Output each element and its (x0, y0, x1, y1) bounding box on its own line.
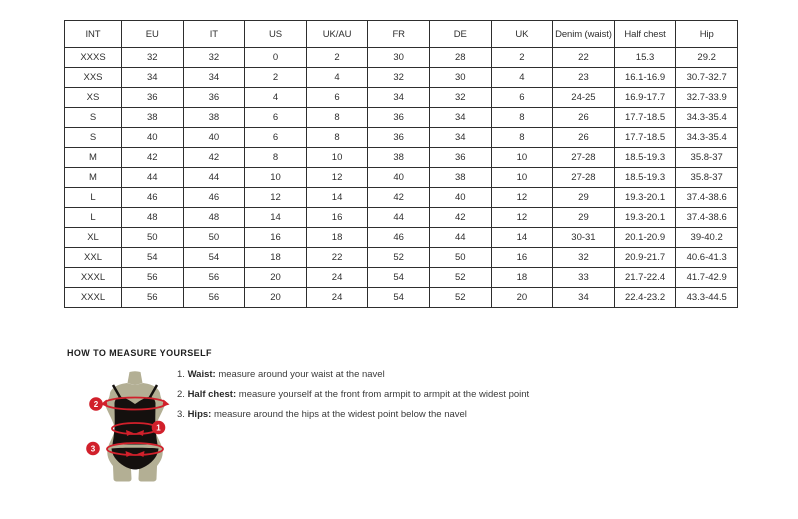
value-cell: 2 (306, 48, 368, 68)
value-cell: 40 (183, 128, 245, 148)
value-cell: 29.2 (676, 48, 738, 68)
value-cell: 30.7-32.7 (676, 68, 738, 88)
value-cell: 22.4-23.2 (614, 288, 676, 308)
value-cell: 46 (122, 188, 184, 208)
value-cell: 27-28 (553, 168, 615, 188)
table-row (65, 168, 738, 188)
value-cell: 8 (491, 108, 553, 128)
table-row (65, 68, 738, 88)
step-label: Waist: (187, 369, 216, 380)
measure-steps (177, 369, 529, 429)
value-cell: 17.7-18.5 (614, 108, 676, 128)
value-cell: 14 (245, 208, 307, 228)
value-cell: 40 (429, 188, 491, 208)
value-cell: 54 (183, 248, 245, 268)
step-description: measure yourself at the front from armpit to armpit at the widest point (236, 389, 530, 400)
value-cell: 12 (245, 188, 307, 208)
value-cell: 20 (491, 288, 553, 308)
value-cell: 42 (183, 148, 245, 168)
measure-guide-title: HOW TO MEASURE YOURSELF (67, 348, 212, 358)
table-row (65, 48, 738, 68)
value-cell: 14 (491, 228, 553, 248)
value-cell: 34 (553, 288, 615, 308)
value-cell: 34 (122, 68, 184, 88)
value-cell: 38 (429, 168, 491, 188)
value-cell: 30 (429, 68, 491, 88)
value-cell: 2 (491, 48, 553, 68)
table-row (65, 88, 738, 108)
step-label: Half chest: (187, 389, 237, 400)
value-cell: 42 (368, 188, 430, 208)
value-cell: 0 (245, 48, 307, 68)
measure-step (177, 369, 529, 380)
value-cell: 12 (491, 208, 553, 228)
column-header: UK/AU (306, 21, 368, 48)
value-cell: 32 (122, 48, 184, 68)
value-cell: 10 (491, 148, 553, 168)
value-cell: 2 (245, 68, 307, 88)
value-cell: 19.3-20.1 (614, 208, 676, 228)
chest-marker-number: 2 (93, 400, 99, 409)
value-cell: 12 (306, 168, 368, 188)
value-cell: 52 (429, 288, 491, 308)
table-row (65, 228, 738, 248)
size-cell: XXXL (65, 288, 122, 308)
size-cell: XL (65, 228, 122, 248)
step-description: measure around the hips at the widest point below the navel (211, 409, 467, 420)
column-header: EU (122, 21, 184, 48)
table-row (65, 208, 738, 228)
size-cell: L (65, 208, 122, 228)
waist-marker-number: 1 (156, 423, 161, 433)
value-cell: 32 (368, 68, 430, 88)
value-cell: 10 (306, 148, 368, 168)
value-cell: 36 (183, 88, 245, 108)
value-cell: 6 (491, 88, 553, 108)
value-cell: 50 (429, 248, 491, 268)
value-cell: 48 (122, 208, 184, 228)
size-chart-table (64, 20, 738, 308)
value-cell: 37.4-38.6 (676, 208, 738, 228)
value-cell: 32 (553, 248, 615, 268)
value-cell: 6 (245, 128, 307, 148)
value-cell: 18 (306, 228, 368, 248)
value-cell: 4 (306, 68, 368, 88)
value-cell: 54 (368, 288, 430, 308)
value-cell: 48 (183, 208, 245, 228)
value-cell: 32.7-33.9 (676, 88, 738, 108)
value-cell: 22 (553, 48, 615, 68)
value-cell: 6 (306, 88, 368, 108)
value-cell: 35.8-37 (676, 168, 738, 188)
table-body (65, 48, 738, 308)
value-cell: 50 (183, 228, 245, 248)
value-cell: 42 (122, 148, 184, 168)
value-cell: 34 (429, 108, 491, 128)
column-header: FR (368, 21, 430, 48)
column-header: UK (491, 21, 553, 48)
value-cell: 8 (491, 128, 553, 148)
value-cell: 52 (429, 268, 491, 288)
size-cell: XXXS (65, 48, 122, 68)
table-row (65, 188, 738, 208)
value-cell: 4 (245, 88, 307, 108)
value-cell: 54 (122, 248, 184, 268)
value-cell: 16 (245, 228, 307, 248)
value-cell: 34 (368, 88, 430, 108)
value-cell: 20.9-21.7 (614, 248, 676, 268)
mannequin-neck-icon (128, 371, 143, 384)
value-cell: 37.4-38.6 (676, 188, 738, 208)
value-cell: 44 (429, 228, 491, 248)
value-cell: 8 (245, 148, 307, 168)
value-cell: 18.5-19.3 (614, 148, 676, 168)
hips-marker-number: 3 (90, 444, 96, 454)
value-cell: 10 (245, 168, 307, 188)
value-cell: 24 (306, 288, 368, 308)
value-cell: 8 (306, 108, 368, 128)
swimsuit-top-icon (113, 397, 158, 445)
value-cell: 43.3-44.5 (676, 288, 738, 308)
chest-arrow-icon (163, 400, 170, 407)
size-cell: L (65, 188, 122, 208)
value-cell: 30-31 (553, 228, 615, 248)
table-row (65, 288, 738, 308)
value-cell: 20 (245, 288, 307, 308)
value-cell: 56 (122, 268, 184, 288)
value-cell: 54 (368, 268, 430, 288)
value-cell: 16.9-17.7 (614, 88, 676, 108)
value-cell: 18.5-19.3 (614, 168, 676, 188)
value-cell: 42 (429, 208, 491, 228)
value-cell: 24-25 (553, 88, 615, 108)
value-cell: 56 (183, 288, 245, 308)
value-cell: 34.3-35.4 (676, 128, 738, 148)
header-row (65, 21, 738, 48)
value-cell: 50 (122, 228, 184, 248)
value-cell: 20 (245, 268, 307, 288)
size-cell: M (65, 168, 122, 188)
value-cell: 21.7-22.4 (614, 268, 676, 288)
column-header: Half chest (614, 21, 676, 48)
value-cell: 16.1-16.9 (614, 68, 676, 88)
value-cell: 44 (122, 168, 184, 188)
value-cell: 27-28 (553, 148, 615, 168)
value-cell: 56 (122, 288, 184, 308)
value-cell: 6 (245, 108, 307, 128)
value-cell: 52 (368, 248, 430, 268)
step-number: 1. (177, 369, 188, 380)
value-cell: 23 (553, 68, 615, 88)
value-cell: 36 (368, 128, 430, 148)
step-number: 3. (177, 409, 188, 420)
value-cell: 36 (122, 88, 184, 108)
size-cell: XS (65, 88, 122, 108)
table-row (65, 128, 738, 148)
value-cell: 29 (553, 208, 615, 228)
measure-step (177, 409, 529, 420)
measure-step (177, 389, 529, 400)
value-cell: 46 (368, 228, 430, 248)
value-cell: 26 (553, 108, 615, 128)
step-number: 2. (177, 389, 188, 400)
size-cell: XXXL (65, 268, 122, 288)
value-cell: 32 (183, 48, 245, 68)
value-cell: 34 (429, 128, 491, 148)
table-row (65, 248, 738, 268)
value-cell: 18 (245, 248, 307, 268)
value-cell: 26 (553, 128, 615, 148)
waist-marker-badge (152, 421, 166, 435)
value-cell: 10 (491, 168, 553, 188)
table-row (65, 108, 738, 128)
value-cell: 40 (368, 168, 430, 188)
value-cell: 38 (183, 108, 245, 128)
value-cell: 22 (306, 248, 368, 268)
column-header: US (245, 21, 307, 48)
column-header: Denim (waist) (553, 21, 615, 48)
value-cell: 32 (429, 88, 491, 108)
value-cell: 46 (183, 188, 245, 208)
value-cell: 34.3-35.4 (676, 108, 738, 128)
value-cell: 56 (183, 268, 245, 288)
value-cell: 40 (122, 128, 184, 148)
value-cell: 36 (429, 148, 491, 168)
value-cell: 38 (122, 108, 184, 128)
size-cell: XXS (65, 68, 122, 88)
size-cell: M (65, 148, 122, 168)
value-cell: 44 (183, 168, 245, 188)
value-cell: 14 (306, 188, 368, 208)
value-cell: 17.7-18.5 (614, 128, 676, 148)
value-cell: 28 (429, 48, 491, 68)
value-cell: 19.3-20.1 (614, 188, 676, 208)
value-cell: 15.3 (614, 48, 676, 68)
hips-marker-badge (86, 442, 100, 456)
size-cell: S (65, 128, 122, 148)
value-cell: 34 (183, 68, 245, 88)
value-cell: 33 (553, 268, 615, 288)
chest-marker-badge (89, 397, 103, 411)
value-cell: 44 (368, 208, 430, 228)
value-cell: 29 (553, 188, 615, 208)
size-cell: XXL (65, 248, 122, 268)
value-cell: 18 (491, 268, 553, 288)
column-header: INT (65, 21, 122, 48)
value-cell: 4 (491, 68, 553, 88)
table-row (65, 148, 738, 168)
value-cell: 39-40.2 (676, 228, 738, 248)
column-header: DE (429, 21, 491, 48)
size-cell: S (65, 108, 122, 128)
value-cell: 20.1-20.9 (614, 228, 676, 248)
value-cell: 16 (306, 208, 368, 228)
value-cell: 41.7-42.9 (676, 268, 738, 288)
step-label: Hips: (187, 409, 212, 420)
value-cell: 40.6-41.3 (676, 248, 738, 268)
column-header: Hip (676, 21, 738, 48)
measure-figure (85, 370, 185, 485)
value-cell: 24 (306, 268, 368, 288)
value-cell: 36 (368, 108, 430, 128)
value-cell: 35.8-37 (676, 148, 738, 168)
table-row (65, 268, 738, 288)
value-cell: 38 (368, 148, 430, 168)
step-description: measure around your waist at the navel (215, 369, 385, 380)
value-cell: 8 (306, 128, 368, 148)
value-cell: 12 (491, 188, 553, 208)
value-cell: 30 (368, 48, 430, 68)
value-cell: 16 (491, 248, 553, 268)
column-header: IT (183, 21, 245, 48)
